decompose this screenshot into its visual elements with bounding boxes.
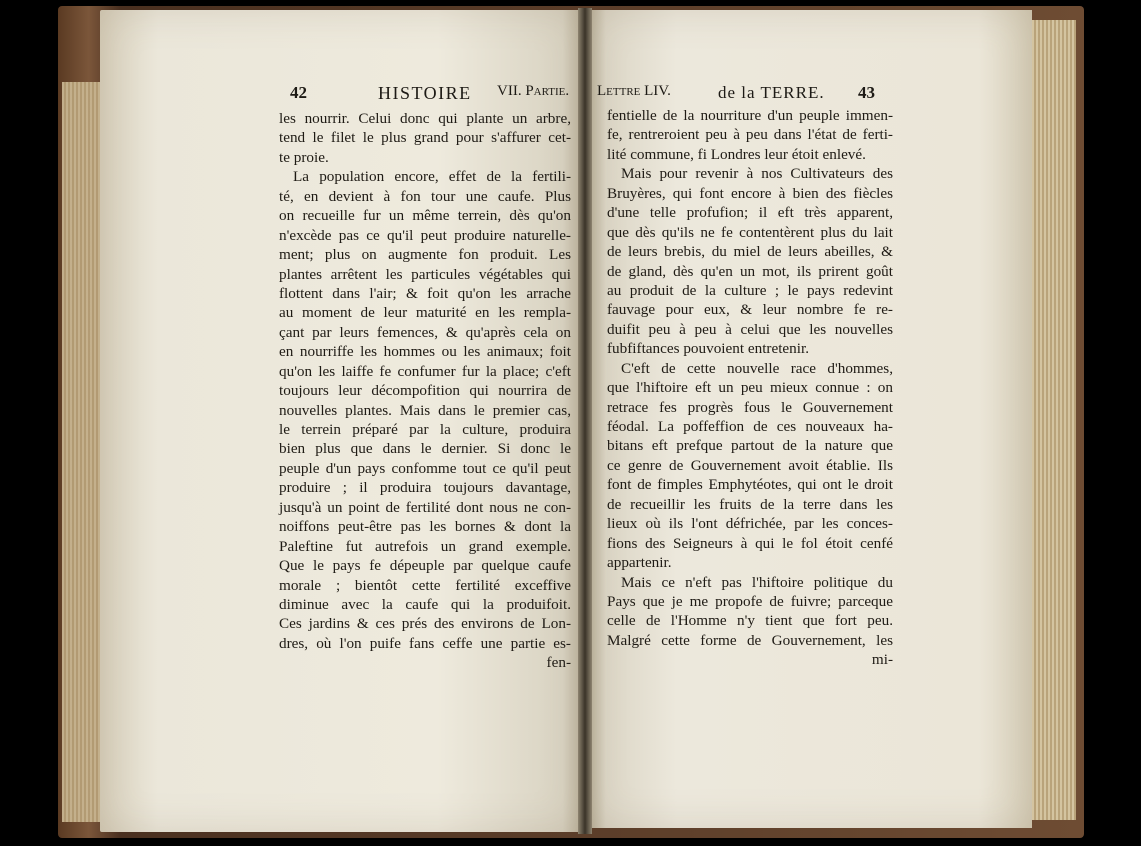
text-line: lité commune, fi Londres leur étoit enlevé. [607,145,866,163]
text-line: n'excède pas ce qu'il peut produire naturelle- [279,226,571,244]
text-line: te proie. [279,148,329,166]
text-line: toujours leur décompofition qui nourrira de [279,382,571,400]
text-line: de recueillir les fruits de la terre dans les [607,495,893,513]
text-line: nouvelles plantes. Mais dans le premier cas, [279,401,571,419]
text-line: fubfiftances pouvoient entretenir. [607,340,810,358]
left-part-label: VII. Partie. [497,83,570,99]
text-line: ce genre de Gouvernement avoit établie. Ils [607,456,893,474]
text-line: font de fimples Emphytéotes, qui ont le droit [607,476,893,494]
left-page-number: 42 [290,83,307,102]
text-line: tend le filet le plus grand pour s'affurer cet- [279,129,571,147]
text-line: fions des Seigneurs à qui le fol étoit cenfé [607,534,893,552]
text-line: La population encore, effet de la fertili- [293,168,571,186]
text-line: féodal. La poffeffion de ces nouveaux ha- [607,418,893,435]
text-line: que l'hiftoire eft un peu mieux connue : on [607,379,893,397]
text-line: bien plus que dans le dernier. Si donc le [279,440,571,458]
right-running-title: Lettre LIV. [597,83,671,99]
text-line: d'une telle profufion; il eft très apparent, [607,204,893,222]
text-line: Ces jardins & ces prés des environs de Lon- [279,615,571,633]
text-line: appartenir. [607,554,672,572]
text-line: duifit peu à peu à celui que les nouvelles [607,320,893,338]
text-line: C'eft de cette nouvelle race d'hommes, [621,359,893,377]
right-page-header [0,83,1141,105]
text-line: jusqu'à un point de fertilité dont nous ne con- [279,498,571,516]
text-line: ment; plus on augmente fon produit. Les [279,246,571,264]
text-line: au moment de leur maturité en les rempla- [279,304,571,322]
text-line: de leurs brebis, du miel de leurs abeilles, & [607,243,893,261]
text-line: lieux où ils l'ont défrichée, par les conces- [607,515,893,533]
catchword: mi- [871,651,893,669]
text-line: plantes arrêtent les particules végétables qui [279,265,571,283]
text-line: produire ; il produira toujours davantage, [279,479,571,497]
text-line: noiffons peut-être pas les bornes & dont la [279,518,571,536]
text-line: çant par leurs femences, & qu'après cela on [279,323,571,341]
text-line: celle de l'Homme n'y tient que fort peu. [607,612,893,630]
right-page-body [607,106,893,670]
text-line: Pays que je me propofe de fuivre; parceque [607,592,893,610]
left-running-title: HISTOIRE [378,83,472,103]
text-line: Mais ce n'eft pas l'hiftoire politique du [621,573,893,591]
right-page-number: 43 [858,83,875,102]
text-line: le terrein préparé par la culture, produira [279,421,571,438]
text-line: Malgré cette forme de Gouvernement, les [607,631,893,649]
text-line: morale ; bientôt cette fertilité exceffive [279,576,571,594]
text-line: retrace fes progrès fous le Gouvernement [607,398,893,416]
text-line: dres, où l'on puife fans ceffe une partie es- [279,634,571,652]
text-line: en nourriffe les hommes ou les animaux; foit [279,343,571,361]
text-line: Mais pour revenir à nos Cultivateurs des [621,165,893,183]
text-line: té, en devient à fon tour une caufe. Plus [279,187,571,205]
text-line: bitans eft prefque partout de la nature que [607,437,893,455]
text-line: Paleftine fut autrefois un grand exemple. [279,537,571,555]
text-line: diminue avec la caufe qui la produifoit. [279,595,571,613]
text-line: Que le pays fe dépeuple par quelque caufe [279,557,571,575]
text-line: fentielle de la nourriture d'un peuple immen- [607,107,893,124]
text-line: qu'on les laiffe fe confumer fur la place; c'eft [279,362,571,380]
text-line: Bruyères, qui font encore à bien des fiècles [607,184,893,202]
text-line: fe, rentreroient peu à peu dans l'état de ferti- [607,126,893,144]
book-gutter [578,8,592,834]
text-line: peuple d'un pays confomme tout ce qu'il peut [279,459,571,477]
page-edges-left [62,82,102,822]
catchword: fen- [546,654,571,672]
text-line: que dès qu'ils ne fe contentèrent plus du lait [607,223,893,241]
text-line: fauvage pour eux, & leur nombre fe re- [607,301,893,319]
right-subject: de la TERRE. [718,83,825,102]
text-line: les nourrir. Celui donc qui plante un arbre, [279,110,571,127]
text-line: de gland, dès qu'en un mot, ils prirent goût [607,262,893,280]
text-line: au produit de la culture ; le pays redevint [607,281,893,299]
text-line: flottent dans l'air; & foit qu'on les arrache [279,284,571,302]
text-line: on recueille fur un même terrein, dès qu'on [279,207,571,225]
left-page-body [279,109,571,673]
page-edges-right [1030,20,1076,820]
